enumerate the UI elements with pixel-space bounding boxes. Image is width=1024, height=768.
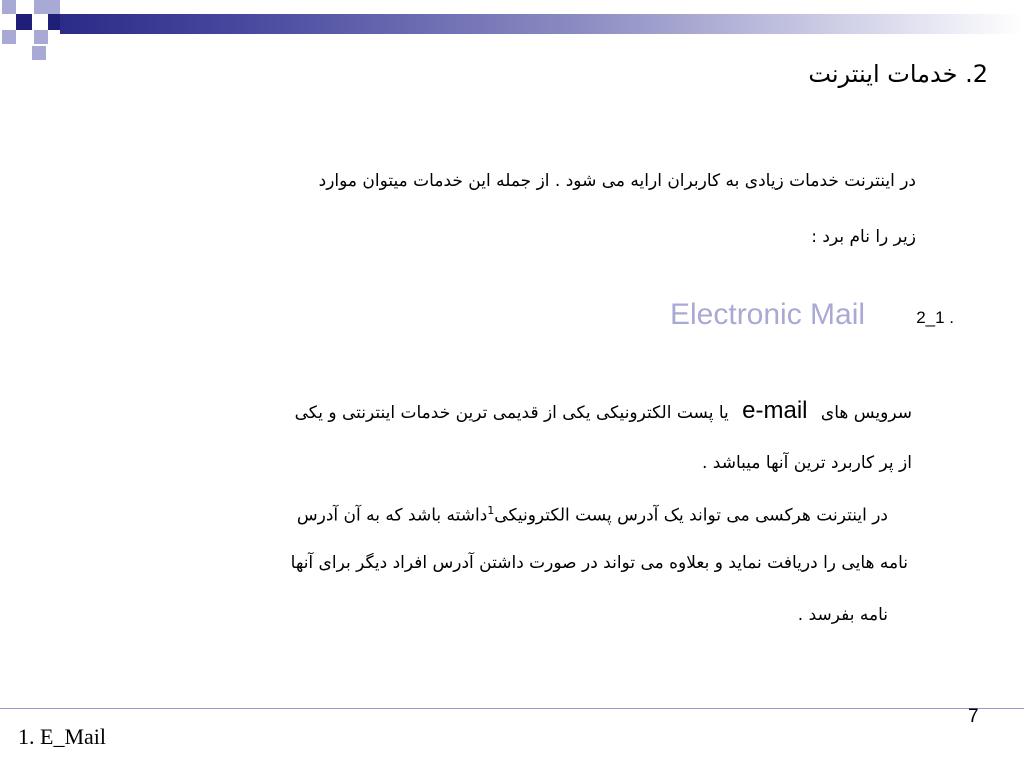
decor-square: [48, 14, 60, 30]
body-line-5: نامه بفرسد .: [797, 605, 888, 625]
footer-divider: [0, 708, 1024, 709]
body-line-3-post: داشته باشد که به آن آدرس: [296, 505, 488, 526]
intro-line-2: زیر را نام برد :: [811, 227, 916, 247]
footnote-marker: 1: [487, 504, 495, 517]
body-line-1-pre: سرویس های: [820, 403, 912, 423]
decor-square: [2, 30, 16, 44]
body-line-1-post: یا پست الکترونیکی یکی از قدیمی ترین خدمات اینترنتی و یکی: [294, 403, 729, 423]
body-line-4: نامه هایی را دریافت نماید و بعلاوه می تواند در صورت داشتن آدرس افراد دیگر برای آنها: [290, 553, 908, 573]
body-line-3-pre: در اینترنت هرکسی می تواند یک آدرس پست الکترونیکی: [494, 505, 888, 526]
header-decoration: [0, 0, 1024, 62]
body-line-2: از پر کاربرد ترین آنها میباشد .: [701, 453, 912, 473]
decor-square: [34, 0, 60, 14]
footnote: 1. E_Mail: [18, 724, 106, 749]
body-line-1: [295, 398, 912, 426]
decor-square: [2, 0, 16, 14]
header-gradient-bar: [60, 14, 1024, 34]
page-number: 7: [968, 706, 979, 727]
body-line-3: [297, 498, 888, 529]
intro-line-1: در اینترنت خدمات زیادی به کاربران ارایه می شود . از جمله این خدمات میتوان موارد: [318, 171, 916, 191]
email-term: e-mail: [742, 397, 808, 424]
slide-title: 2. خدمات اینترنت: [808, 60, 988, 88]
decor-square: [32, 46, 46, 60]
decor-square: [16, 14, 32, 30]
decor-square: [34, 30, 48, 44]
section-number: 2_1 .: [916, 308, 954, 327]
section-title: Electronic Mail: [670, 298, 866, 331]
